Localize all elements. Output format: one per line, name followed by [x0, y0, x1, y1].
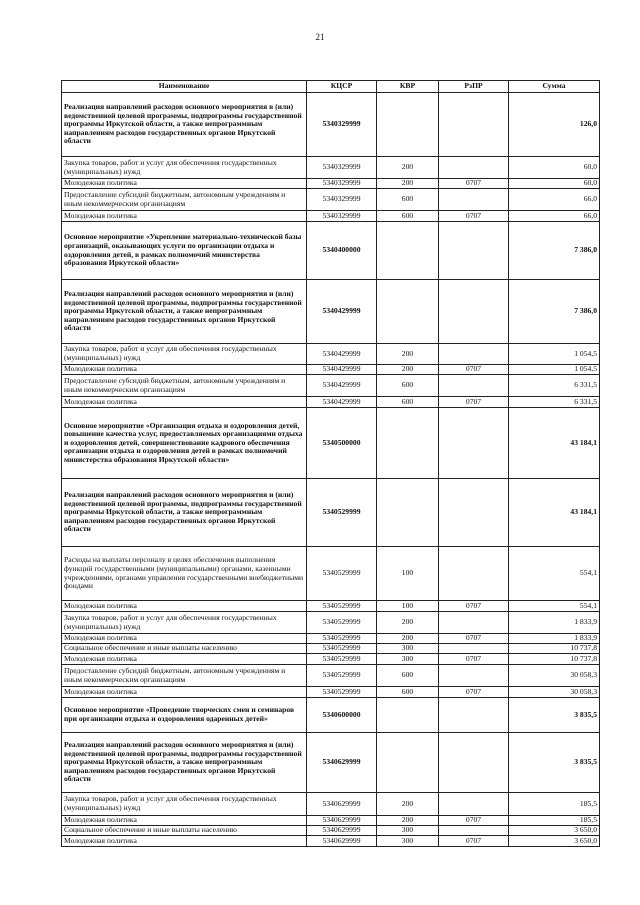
cell-rzpr	[439, 612, 509, 634]
cell-kcsr: 5340500000	[307, 408, 377, 479]
cell-sum: 30 058,3	[509, 687, 600, 698]
table-body	[62, 93, 600, 847]
cell-kcsr: 5340400000	[307, 222, 377, 280]
cell-kcsr: 5340629999	[307, 826, 377, 836]
cell-sum: 66,0	[509, 189, 600, 211]
cell-name: Реализация направлений расходов основного мероприятия и (или) ведомственной целевой программы, подпрограммы государственной программы Иркутской области, а также непрограммным направлениям расходов государственных органов Иркутской области	[62, 479, 307, 547]
table-row	[62, 365, 600, 375]
cell-kcsr: 5340529999	[307, 547, 377, 601]
cell-name: Молодежная политика	[62, 836, 307, 847]
cell-kcsr: 5340529999	[307, 665, 377, 687]
cell-kvr: 300	[377, 654, 439, 665]
cell-sum: 3 835,5	[509, 698, 600, 733]
cell-kcsr: 5340529999	[307, 654, 377, 665]
cell-name: Социальное обеспечение и иные выплаты населению	[62, 826, 307, 836]
header-kvr: КВР	[377, 81, 439, 93]
cell-sum: 66,0	[509, 211, 600, 222]
table-row	[62, 793, 600, 816]
table-row	[62, 211, 600, 222]
cell-kcsr: 5340629999	[307, 816, 377, 826]
cell-kcsr: 5340429999	[307, 375, 377, 397]
cell-name: Предоставление субсидий бюджетным, автономным учреждениям и иным некоммерческим организациям	[62, 665, 307, 687]
cell-name: Предоставление субсидий бюджетным, автономным учреждениям и иным некоммерческим организациям	[62, 375, 307, 397]
table-row	[62, 654, 600, 665]
cell-name: Основное мероприятие «Проведение творческих смен и семинаров при организации отдыха и оздоровления одаренных детей»	[62, 698, 307, 733]
cell-name: Социальное обеспечение и иные выплаты населению	[62, 644, 307, 654]
cell-sum: 60,0	[509, 179, 600, 189]
cell-sum: 3 835,5	[509, 733, 600, 793]
table-row	[62, 644, 600, 654]
table-row	[62, 344, 600, 365]
cell-rzpr: 0707	[439, 836, 509, 847]
cell-kcsr: 5340429999	[307, 280, 377, 344]
table-row	[62, 479, 600, 547]
cell-kvr	[377, 733, 439, 793]
cell-kvr: 600	[377, 687, 439, 698]
cell-kcsr: 5340329999	[307, 211, 377, 222]
cell-rzpr: 0707	[439, 654, 509, 665]
cell-sum: 1 833,9	[509, 634, 600, 644]
cell-rzpr	[439, 280, 509, 344]
header-kcsr: КЦСР	[307, 81, 377, 93]
cell-kcsr: 5340600000	[307, 698, 377, 733]
cell-kcsr: 5340529999	[307, 601, 377, 612]
table-row	[62, 547, 600, 601]
cell-name: Молодежная политика	[62, 634, 307, 644]
cell-sum: 554,1	[509, 601, 600, 612]
cell-sum: 43 184,1	[509, 479, 600, 547]
cell-kvr: 100	[377, 547, 439, 601]
cell-kvr: 100	[377, 601, 439, 612]
cell-sum: 554,1	[509, 547, 600, 601]
cell-kcsr: 5340429999	[307, 365, 377, 375]
cell-name: Молодежная политика	[62, 211, 307, 222]
table-row	[62, 408, 600, 479]
cell-kvr: 200	[377, 179, 439, 189]
cell-rzpr	[439, 479, 509, 547]
table-row	[62, 634, 600, 644]
cell-kcsr: 5340329999	[307, 157, 377, 179]
cell-rzpr: 0707	[439, 634, 509, 644]
cell-kvr	[377, 222, 439, 280]
cell-name: Молодежная политика	[62, 816, 307, 826]
cell-sum: 185,5	[509, 793, 600, 816]
header-name: Наименование	[62, 81, 307, 93]
table-row	[62, 665, 600, 687]
cell-sum: 30 058,3	[509, 665, 600, 687]
cell-rzpr: 0707	[439, 179, 509, 189]
cell-name: Молодежная политика	[62, 365, 307, 375]
cell-rzpr	[439, 222, 509, 280]
cell-kvr: 600	[377, 189, 439, 211]
cell-name: Расходы на выплаты персоналу в целях обеспечения выполнения функций государственными (муниципальными) органами, казенными учреждениями, органами управления государственными внебюджетными фондами	[62, 547, 307, 601]
cell-name: Молодежная политика	[62, 601, 307, 612]
cell-kvr: 600	[377, 211, 439, 222]
table-row	[62, 612, 600, 634]
cell-kcsr: 5340529999	[307, 634, 377, 644]
cell-kvr: 300	[377, 644, 439, 654]
cell-rzpr	[439, 408, 509, 479]
table-row	[62, 601, 600, 612]
cell-kvr: 200	[377, 612, 439, 634]
table-row	[62, 397, 600, 408]
cell-kvr: 600	[377, 397, 439, 408]
cell-kcsr: 5340629999	[307, 793, 377, 816]
cell-sum: 10 737,8	[509, 654, 600, 665]
cell-kvr	[377, 698, 439, 733]
cell-name: Закупка товаров, работ и услуг для обеспечения государственных (муниципальных) нужд	[62, 344, 307, 365]
cell-kcsr: 5340529999	[307, 479, 377, 547]
cell-kvr: 200	[377, 634, 439, 644]
cell-rzpr	[439, 793, 509, 816]
cell-name: Молодежная политика	[62, 654, 307, 665]
page-number: 21	[315, 32, 325, 42]
cell-kvr: 600	[377, 375, 439, 397]
cell-name: Реализация направлений расходов основного мероприятия и (или) ведомственной целевой программы, подпрограммы государственной программы Иркутской области, а также непрограммным направлениям расходов государственных органов Иркутской области	[62, 733, 307, 793]
cell-rzpr	[439, 93, 509, 157]
table-row	[62, 189, 600, 211]
table-row	[62, 222, 600, 280]
cell-name: Закупка товаров, работ и услуг для обеспечения государственных (муниципальных) нужд	[62, 612, 307, 634]
table-row	[62, 733, 600, 793]
cell-rzpr	[439, 375, 509, 397]
cell-kvr: 200	[377, 365, 439, 375]
cell-kvr: 300	[377, 826, 439, 836]
cell-name: Реализация направлений расходов основного мероприятия в (или) ведомственной целевой программы, подпрограммы государственной программы Иркутской области, а также непрограммным направлениям расходов государственных органов Иркутской области	[62, 93, 307, 157]
table-row	[62, 157, 600, 179]
header-sum: Сумма	[509, 81, 600, 93]
table-row	[62, 179, 600, 189]
cell-kvr: 200	[377, 793, 439, 816]
cell-kcsr: 5340529999	[307, 687, 377, 698]
cell-kvr: 300	[377, 836, 439, 847]
table-row	[62, 698, 600, 733]
cell-sum: 3 650,0	[509, 836, 600, 847]
cell-name: Молодежная политика	[62, 397, 307, 408]
cell-sum: 1 054,5	[509, 365, 600, 375]
cell-kcsr: 5340429999	[307, 397, 377, 408]
cell-kcsr: 5340629999	[307, 733, 377, 793]
cell-sum: 10 737,8	[509, 644, 600, 654]
cell-rzpr: 0707	[439, 816, 509, 826]
cell-rzpr: 0707	[439, 397, 509, 408]
cell-rzpr	[439, 644, 509, 654]
cell-rzpr	[439, 157, 509, 179]
table-row	[62, 826, 600, 836]
cell-sum: 185,5	[509, 816, 600, 826]
table-header-row	[62, 81, 600, 93]
cell-rzpr	[439, 733, 509, 793]
cell-sum: 1 054,5	[509, 344, 600, 365]
table-row	[62, 836, 600, 847]
cell-kvr	[377, 280, 439, 344]
cell-rzpr	[439, 698, 509, 733]
cell-sum: 126,0	[509, 93, 600, 157]
cell-kvr	[377, 479, 439, 547]
cell-rzpr: 0707	[439, 687, 509, 698]
cell-name: Предоставление субсидий бюджетным, автономным учреждениям и иным некоммерческим организациям	[62, 189, 307, 211]
table-row	[62, 280, 600, 344]
cell-name: Основное мероприятие «Укрепление материально-технической базы организаций, оказывающих услуги по организации отдыха и оздоровления детей, в рамках полномочий министерства образования Иркутской области»	[62, 222, 307, 280]
cell-name: Молодежная политика	[62, 687, 307, 698]
cell-sum: 7 386,0	[509, 222, 600, 280]
cell-name: Основное мероприятие «Организация отдыха и оздоровления детей, повышение качества услуг, предоставляемых организациями отдыха и оздоровления детей, совершенствование кадрового обеспечения организации отдыха и оздоровления детей в рамках полномочий министерства образования Иркутской области»	[62, 408, 307, 479]
cell-sum: 3 650,0	[509, 826, 600, 836]
table-row	[62, 375, 600, 397]
cell-rzpr	[439, 189, 509, 211]
cell-kcsr: 5340529999	[307, 644, 377, 654]
cell-rzpr: 0707	[439, 601, 509, 612]
cell-kcsr: 5340529999	[307, 612, 377, 634]
cell-kcsr: 5340429999	[307, 344, 377, 365]
cell-rzpr	[439, 665, 509, 687]
cell-name: Закупка товаров, работ и услуг для обеспечения государственных (муниципальных) нужд	[62, 157, 307, 179]
cell-name: Закупка товаров, работ и услуг для обеспечения государственных (муниципальных) нужд	[62, 793, 307, 816]
cell-sum: 43 184,1	[509, 408, 600, 479]
cell-kvr: 200	[377, 344, 439, 365]
cell-kvr: 600	[377, 665, 439, 687]
cell-kcsr: 5340329999	[307, 189, 377, 211]
cell-rzpr	[439, 826, 509, 836]
cell-sum: 1 833,9	[509, 612, 600, 634]
header-rzpr: РзПР	[439, 81, 509, 93]
cell-name: Реализация направлений расходов основного мероприятия и (или) ведомственной целевой программы, подпрограммы государственной программы Иркутской области, а также непрограммным направлениям расходов государственных органов Иркутской области	[62, 280, 307, 344]
cell-sum: 6 331,5	[509, 375, 600, 397]
cell-kvr	[377, 93, 439, 157]
cell-rzpr: 0707	[439, 211, 509, 222]
cell-rzpr	[439, 344, 509, 365]
cell-kvr	[377, 408, 439, 479]
cell-kcsr: 5340629999	[307, 836, 377, 847]
cell-sum: 7 386,0	[509, 280, 600, 344]
cell-kcsr: 5340329999	[307, 179, 377, 189]
table-row	[62, 93, 600, 157]
cell-sum: 6 331,5	[509, 397, 600, 408]
budget-table	[61, 80, 600, 847]
cell-rzpr	[439, 547, 509, 601]
cell-sum: 60,0	[509, 157, 600, 179]
cell-name: Молодежная политика	[62, 179, 307, 189]
table-row	[62, 816, 600, 826]
cell-kvr: 200	[377, 816, 439, 826]
cell-kvr: 200	[377, 157, 439, 179]
table-row	[62, 687, 600, 698]
cell-kcsr: 5340329999	[307, 93, 377, 157]
cell-rzpr: 0707	[439, 365, 509, 375]
